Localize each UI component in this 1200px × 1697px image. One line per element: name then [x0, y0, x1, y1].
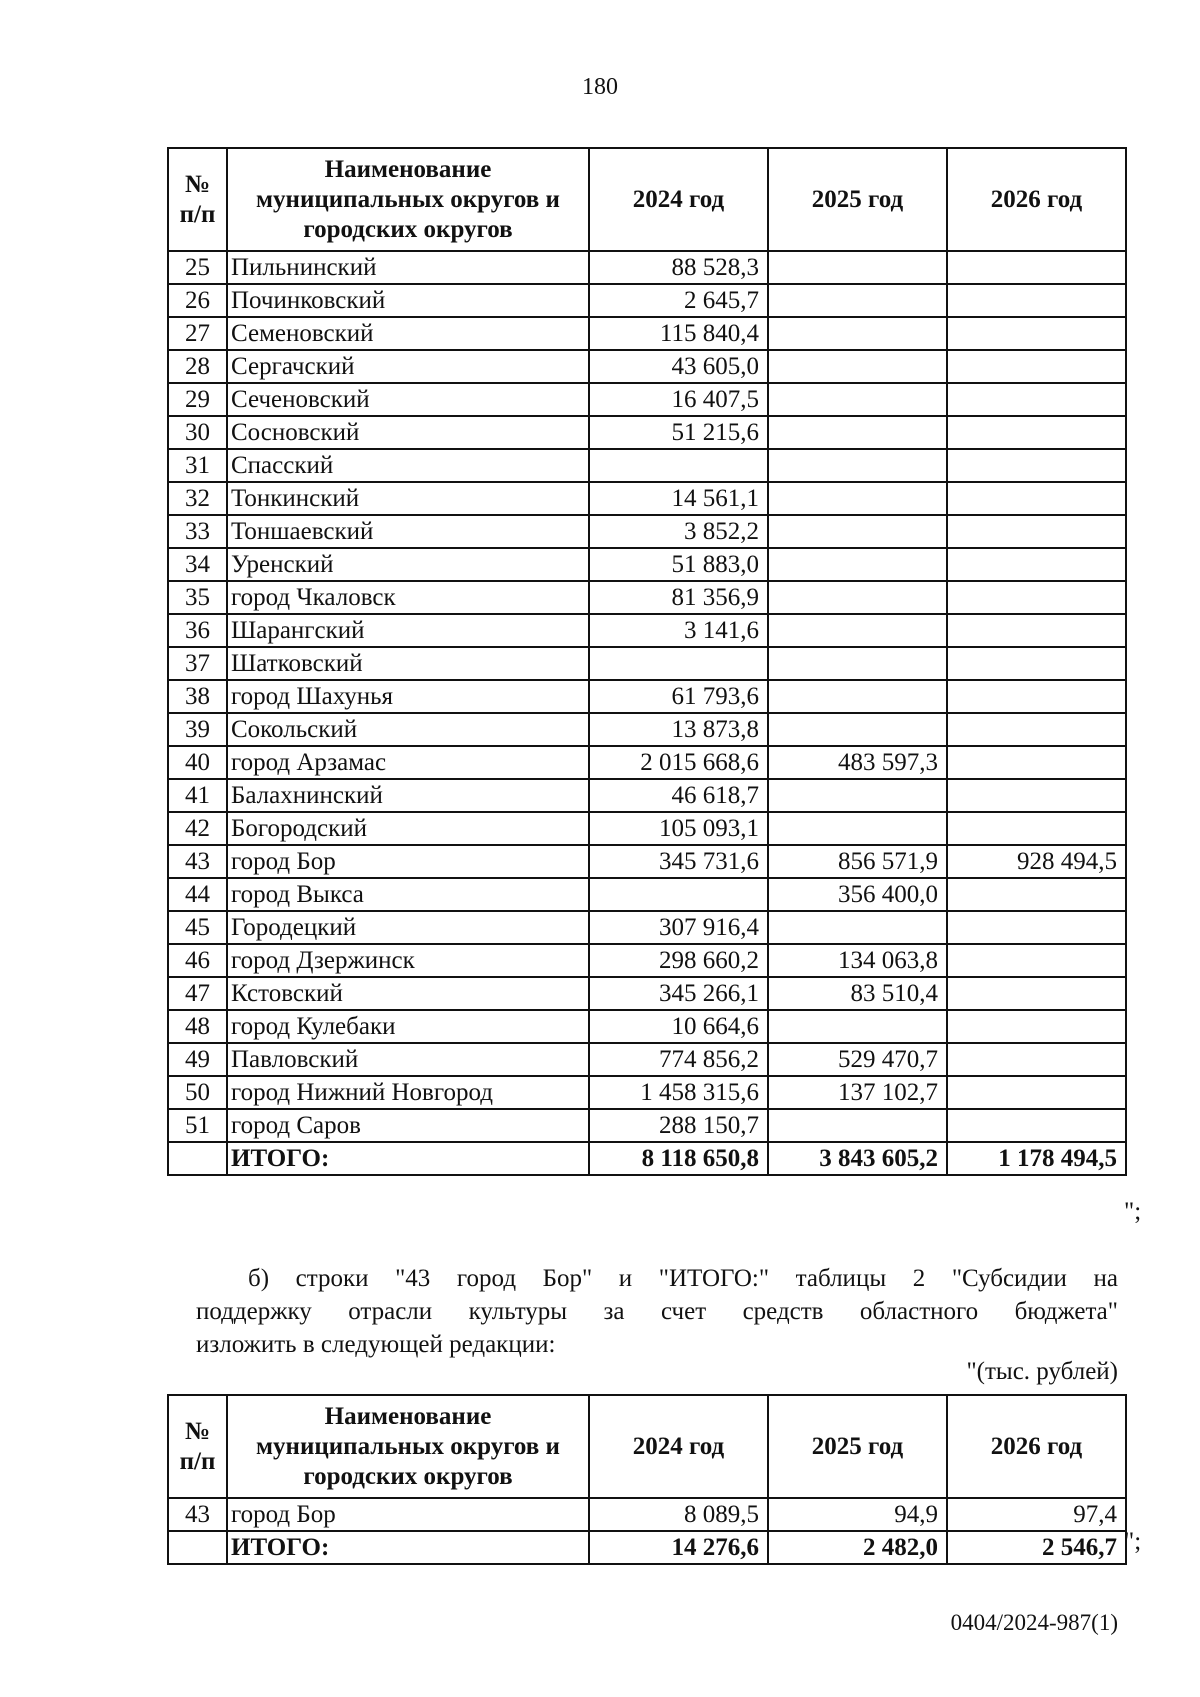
paragraph-line-1: б) строки "43 город Бор" и "ИТОГО:" таблицы 2 "Субсидии на: [248, 1265, 1118, 1292]
row-2025: 137 102,7: [768, 1076, 947, 1109]
table-row: [168, 515, 1126, 548]
row-2024: 13 873,8: [589, 713, 768, 746]
row-2026: [947, 449, 1126, 482]
row-2024: 3 852,2: [589, 515, 768, 548]
row-2024: 345 731,6: [589, 845, 768, 878]
row-2025: [768, 515, 947, 548]
total-number-cell: [168, 1142, 227, 1175]
table-row: [168, 251, 1126, 284]
page-number: 180: [582, 74, 618, 100]
row-name: Пильнинский: [227, 251, 589, 284]
total-2024: 14 276,6: [589, 1531, 768, 1564]
row-2026: [947, 911, 1126, 944]
row-2026: [947, 713, 1126, 746]
row-number: 32: [168, 482, 227, 515]
row-2026: [947, 251, 1126, 284]
table-body: [168, 251, 1126, 1142]
amendment-paragraph: [196, 1262, 1118, 1361]
row-number: 35: [168, 581, 227, 614]
row-2025: [768, 680, 947, 713]
table-row: [168, 845, 1126, 878]
row-number: 49: [168, 1043, 227, 1076]
row-2026: [947, 317, 1126, 350]
row-name: город Выкса: [227, 878, 589, 911]
row-name: Сосновский: [227, 416, 589, 449]
table-row: [168, 383, 1126, 416]
row-name: город Дзержинск: [227, 944, 589, 977]
row-name: Починковский: [227, 284, 589, 317]
row-2025: [768, 350, 947, 383]
row-name: город Шахунья: [227, 680, 589, 713]
row-name: Тоншаевский: [227, 515, 589, 548]
row-number: 43: [168, 1498, 227, 1531]
row-name: Спасский: [227, 449, 589, 482]
total-2025: 3 843 605,2: [768, 1142, 947, 1175]
row-name: город Саров: [227, 1109, 589, 1142]
table-row: [168, 1498, 1126, 1531]
row-2024: 115 840,4: [589, 317, 768, 350]
row-number: 50: [168, 1076, 227, 1109]
row-number: 26: [168, 284, 227, 317]
row-2026: [947, 350, 1126, 383]
table-row: [168, 746, 1126, 779]
subsidies-table-1: [167, 147, 1127, 1176]
row-number: 45: [168, 911, 227, 944]
row-2026: [947, 581, 1126, 614]
row-2025: [768, 581, 947, 614]
row-2024: 288 150,7: [589, 1109, 768, 1142]
row-2026: [947, 1109, 1126, 1142]
table-row: [168, 350, 1126, 383]
row-2024: 81 356,9: [589, 581, 768, 614]
row-number: 27: [168, 317, 227, 350]
row-2025: [768, 812, 947, 845]
total-2026: 1 178 494,5: [947, 1142, 1126, 1175]
table-row: [168, 614, 1126, 647]
row-2026: [947, 515, 1126, 548]
table-row: [168, 416, 1126, 449]
header-2026: 2026 год: [947, 1395, 1126, 1498]
row-2024: 10 664,6: [589, 1010, 768, 1043]
table-row: [168, 581, 1126, 614]
table-row: [168, 779, 1126, 812]
row-2025: 134 063,8: [768, 944, 947, 977]
row-2026: [947, 878, 1126, 911]
row-2024: [589, 647, 768, 680]
header-name: Наименование муниципальных округов и городских округов: [227, 1395, 589, 1498]
row-2024: [589, 878, 768, 911]
row-2025: [768, 383, 947, 416]
row-2024: 2 645,7: [589, 284, 768, 317]
row-2026: [947, 416, 1126, 449]
table-row: [168, 647, 1126, 680]
header-2025: 2025 год: [768, 148, 947, 251]
row-2024: 43 605,0: [589, 350, 768, 383]
row-name: Балахнинский: [227, 779, 589, 812]
row-2026: [947, 383, 1126, 416]
row-number: 31: [168, 449, 227, 482]
row-2024: 8 089,5: [589, 1498, 768, 1531]
row-number: 34: [168, 548, 227, 581]
row-number: 47: [168, 977, 227, 1010]
row-2026: 97,4: [947, 1498, 1126, 1531]
table-row: [168, 911, 1126, 944]
row-2025: [768, 614, 947, 647]
row-name: Богородский: [227, 812, 589, 845]
row-number: 28: [168, 350, 227, 383]
row-2026: [947, 284, 1126, 317]
row-name: Сеченовский: [227, 383, 589, 416]
row-2024: 105 093,1: [589, 812, 768, 845]
row-number: 46: [168, 944, 227, 977]
paragraph-line-3: изложить в следующей редакции:: [196, 1331, 556, 1358]
row-name: Семеновский: [227, 317, 589, 350]
row-2024: 46 618,7: [589, 779, 768, 812]
row-2024: 1 458 315,6: [589, 1076, 768, 1109]
row-2025: [768, 317, 947, 350]
row-2026: [947, 746, 1126, 779]
row-2024: 16 407,5: [589, 383, 768, 416]
row-number: 30: [168, 416, 227, 449]
row-2024: 345 266,1: [589, 977, 768, 1010]
row-number: 33: [168, 515, 227, 548]
table-row: [168, 812, 1126, 845]
row-2025: [768, 482, 947, 515]
row-2026: [947, 680, 1126, 713]
table-row: [168, 482, 1126, 515]
header-number: № п/п: [168, 148, 227, 251]
closing-quote-1: ";: [1124, 1198, 1142, 1225]
row-2024: [589, 449, 768, 482]
row-name: город Бор: [227, 1498, 589, 1531]
row-2025: 856 571,9: [768, 845, 947, 878]
row-2026: [947, 482, 1126, 515]
table-row: [168, 878, 1126, 911]
header-name: Наименование муниципальных округов и городских округов: [227, 148, 589, 251]
header-2026: 2026 год: [947, 148, 1126, 251]
row-2026: [947, 647, 1126, 680]
row-2026: [947, 944, 1126, 977]
row-name: город Арзамас: [227, 746, 589, 779]
row-name: Уренский: [227, 548, 589, 581]
row-2024: 774 856,2: [589, 1043, 768, 1076]
table-header-row: [168, 1395, 1126, 1498]
row-2024: 51 883,0: [589, 548, 768, 581]
total-2024: 8 118 650,8: [589, 1142, 768, 1175]
row-name: город Чкаловск: [227, 581, 589, 614]
table-header-row: [168, 148, 1126, 251]
row-name: Тонкинский: [227, 482, 589, 515]
total-label: ИТОГО:: [227, 1531, 589, 1564]
row-2025: [768, 647, 947, 680]
table-row: [168, 284, 1126, 317]
units-label: "(тыс. рублей): [966, 1358, 1118, 1385]
table-row: [168, 1043, 1126, 1076]
row-name: Сокольский: [227, 713, 589, 746]
row-2025: 94,9: [768, 1498, 947, 1531]
row-2024: 88 528,3: [589, 251, 768, 284]
row-2026: [947, 977, 1126, 1010]
row-2025: [768, 1109, 947, 1142]
row-2025: 529 470,7: [768, 1043, 947, 1076]
row-number: 29: [168, 383, 227, 416]
header-2025: 2025 год: [768, 1395, 947, 1498]
row-2024: 307 916,4: [589, 911, 768, 944]
row-2026: [947, 812, 1126, 845]
row-2025: [768, 911, 947, 944]
row-number: 37: [168, 647, 227, 680]
row-2025: [768, 251, 947, 284]
row-number: 48: [168, 1010, 227, 1043]
row-2025: [768, 713, 947, 746]
header-2024: 2024 год: [589, 148, 768, 251]
paragraph-line-2: поддержку отрасли культуры за счет средств областного бюджета": [196, 1298, 1118, 1325]
total-label: ИТОГО:: [227, 1142, 589, 1175]
row-2025: [768, 449, 947, 482]
row-name: город Кулебаки: [227, 1010, 589, 1043]
row-name: Кстовский: [227, 977, 589, 1010]
row-2025: 83 510,4: [768, 977, 947, 1010]
row-name: Шарангский: [227, 614, 589, 647]
total-2026: 2 546,7: [947, 1531, 1126, 1564]
row-name: Шатковский: [227, 647, 589, 680]
row-2024: 51 215,6: [589, 416, 768, 449]
total-2025: 2 482,0: [768, 1531, 947, 1564]
row-2024: 14 561,1: [589, 482, 768, 515]
row-2025: [768, 548, 947, 581]
total-row: [168, 1142, 1126, 1175]
row-number: 38: [168, 680, 227, 713]
subsidies-table-2: [167, 1394, 1127, 1565]
row-2026: [947, 779, 1126, 812]
row-number: 41: [168, 779, 227, 812]
total-number-cell: [168, 1531, 227, 1564]
row-2026: [947, 1010, 1126, 1043]
table-row: [168, 713, 1126, 746]
row-number: 25: [168, 251, 227, 284]
table-row: [168, 317, 1126, 350]
row-2024: 3 141,6: [589, 614, 768, 647]
table-row: [168, 977, 1126, 1010]
header-2024: 2024 год: [589, 1395, 768, 1498]
row-2026: [947, 1076, 1126, 1109]
row-number: 40: [168, 746, 227, 779]
row-number: 36: [168, 614, 227, 647]
row-2024: 2 015 668,6: [589, 746, 768, 779]
row-2026: [947, 1043, 1126, 1076]
row-number: 42: [168, 812, 227, 845]
table-row: [168, 944, 1126, 977]
total-row: [168, 1531, 1126, 1564]
table-row: [168, 680, 1126, 713]
row-2026: [947, 614, 1126, 647]
header-number: № п/п: [168, 1395, 227, 1498]
row-2025: [768, 779, 947, 812]
row-2025: 483 597,3: [768, 746, 947, 779]
table-row: [168, 449, 1126, 482]
row-name: Павловский: [227, 1043, 589, 1076]
row-2025: [768, 284, 947, 317]
row-2026: [947, 548, 1126, 581]
row-number: 39: [168, 713, 227, 746]
row-number: 51: [168, 1109, 227, 1142]
row-2026: 928 494,5: [947, 845, 1126, 878]
table-row: [168, 1109, 1126, 1142]
table-row: [168, 1076, 1126, 1109]
row-name: Городецкий: [227, 911, 589, 944]
table-row: [168, 548, 1126, 581]
row-name: город Бор: [227, 845, 589, 878]
row-number: 43: [168, 845, 227, 878]
row-name: город Нижний Новгород: [227, 1076, 589, 1109]
row-2024: 298 660,2: [589, 944, 768, 977]
document-code: 0404/2024-987(1): [950, 1610, 1118, 1635]
table-row: [168, 1010, 1126, 1043]
row-2025: 356 400,0: [768, 878, 947, 911]
row-number: 44: [168, 878, 227, 911]
row-2025: [768, 416, 947, 449]
row-name: Сергачский: [227, 350, 589, 383]
row-2025: [768, 1010, 947, 1043]
closing-quote-2: ";: [1124, 1528, 1142, 1555]
row-2024: 61 793,6: [589, 680, 768, 713]
